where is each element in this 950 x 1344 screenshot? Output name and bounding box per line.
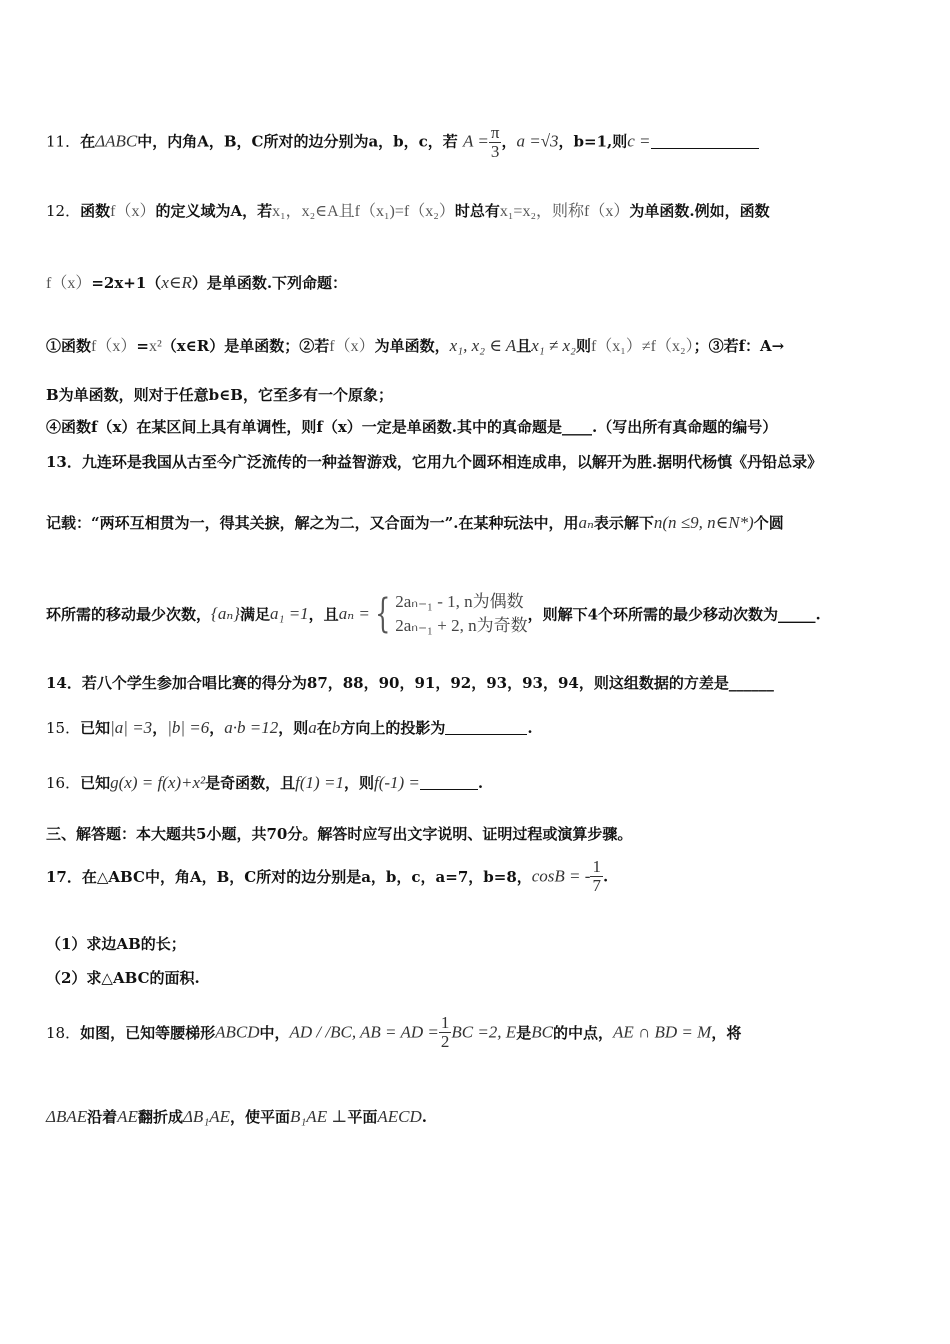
- question-11: 11．在ΔABC中，内角A，B，C所对的边分别为a，b，c，若 A = $\frac{\pi}{3}$ ，a =√3，b=1,则c =: [46, 124, 759, 161]
- question-12-line-3: ①函数f（x）=x²（x∈R）是单函数；②若f（x）为单函数，x₁, x₂ ∈ A且x₁ ≠ x₂则f（x₁）≠f（x₂）；③若f：A→: [46, 336, 785, 355]
- question-17-part-2: （2）求△ABC的面积.: [46, 969, 200, 987]
- answer-blank: [651, 134, 759, 149]
- question-12-line-4: B为单函数，则对于任意b∈B，它至多有一个原象；: [46, 386, 393, 404]
- answer-blank: [445, 720, 527, 735]
- fraction: $\frac{1}{7}$: [592, 857, 601, 895]
- question-15: 15．已知|a| =3，|b| =6，a·b =12，则a在b方向上的投影为 .: [46, 718, 533, 737]
- question-16: 16．已知g(x) = f(x)+x²是奇函数，且f(1) =1，则f(-1) = .: [46, 773, 484, 792]
- brace-icon: {: [374, 591, 391, 637]
- question-14: 14．若八个学生参加合唱比赛的得分为87，88，90，91，92，93，93，94，则这组数据的方差是______: [46, 674, 774, 692]
- answer-blank: [420, 775, 478, 790]
- question-18: 18．如图，已知等腰梯形ABCD中，AD / /BC, AB = AD = $\frac{1}{2}$ BC =2, E是BC的中点，AE ∩ BD = M，将: [46, 1013, 742, 1051]
- fraction: $\frac{1}{2}$: [440, 1013, 450, 1051]
- question-18-line-2: ΔBAE沿着AE翻折成ΔB₁AE，使平面B₁AE ⊥平面AECD.: [46, 1107, 427, 1126]
- question-12-line-5: ④函数f（x）在某区间上具有单调性，则f（x）一定是单函数.其中的真命题是____.（写出所有真命题的编号）: [46, 418, 778, 436]
- question-12-line-2: f（x）=2x+1（x∈R）是单函数.下列命题：: [46, 273, 348, 292]
- section-heading: 三、解答题：本大题共5小题，共70分。解答时应写出文字说明、证明过程或演算步骤。: [46, 825, 633, 843]
- question-12: 12．函数f（x）的定义域为A，若x₁，x₂∈A且f（x₁)=f（x₂）时总有x₁=x₂，则称f（x）为单函数.例如，函数: [46, 202, 770, 220]
- fraction: $\frac{\pi}{3}$: [490, 123, 500, 161]
- piecewise-definition: 2aₙ₋₁ - 1, n为偶数 2aₙ₋₁ + 2, n为奇数: [395, 592, 528, 635]
- question-13-line-3: 环所需的移动最少次数，{aₙ}满足a₁ =1，且aₙ = { 2aₙ₋₁ - 1, n为偶数 2aₙ₋₁ + 2, n为奇数 ，则解下4个环所需的最少移动次数为_____.: [46, 591, 821, 637]
- question-13-line-2: 记载：“两环互相贯为一，得其关捩，解之为二，又合面为一”.在某种玩法中，用aₙ表示解下n(n ≤9, n∈N*)个圆: [46, 513, 784, 532]
- question-13: 13．九连环是我国从古至今广泛流传的一种益智游戏，它用九个圆环相连成串，以解开为胜.据明代杨慎《丹铅总录》: [46, 453, 823, 471]
- question-17-part-1: （1）求边AB的长；: [46, 935, 186, 953]
- question-17: 17．在△ABC中，角A，B，C所对的边分别是a，b，c，a=7，b=8，cosB = - $\frac{1}{7}$ .: [46, 857, 609, 895]
